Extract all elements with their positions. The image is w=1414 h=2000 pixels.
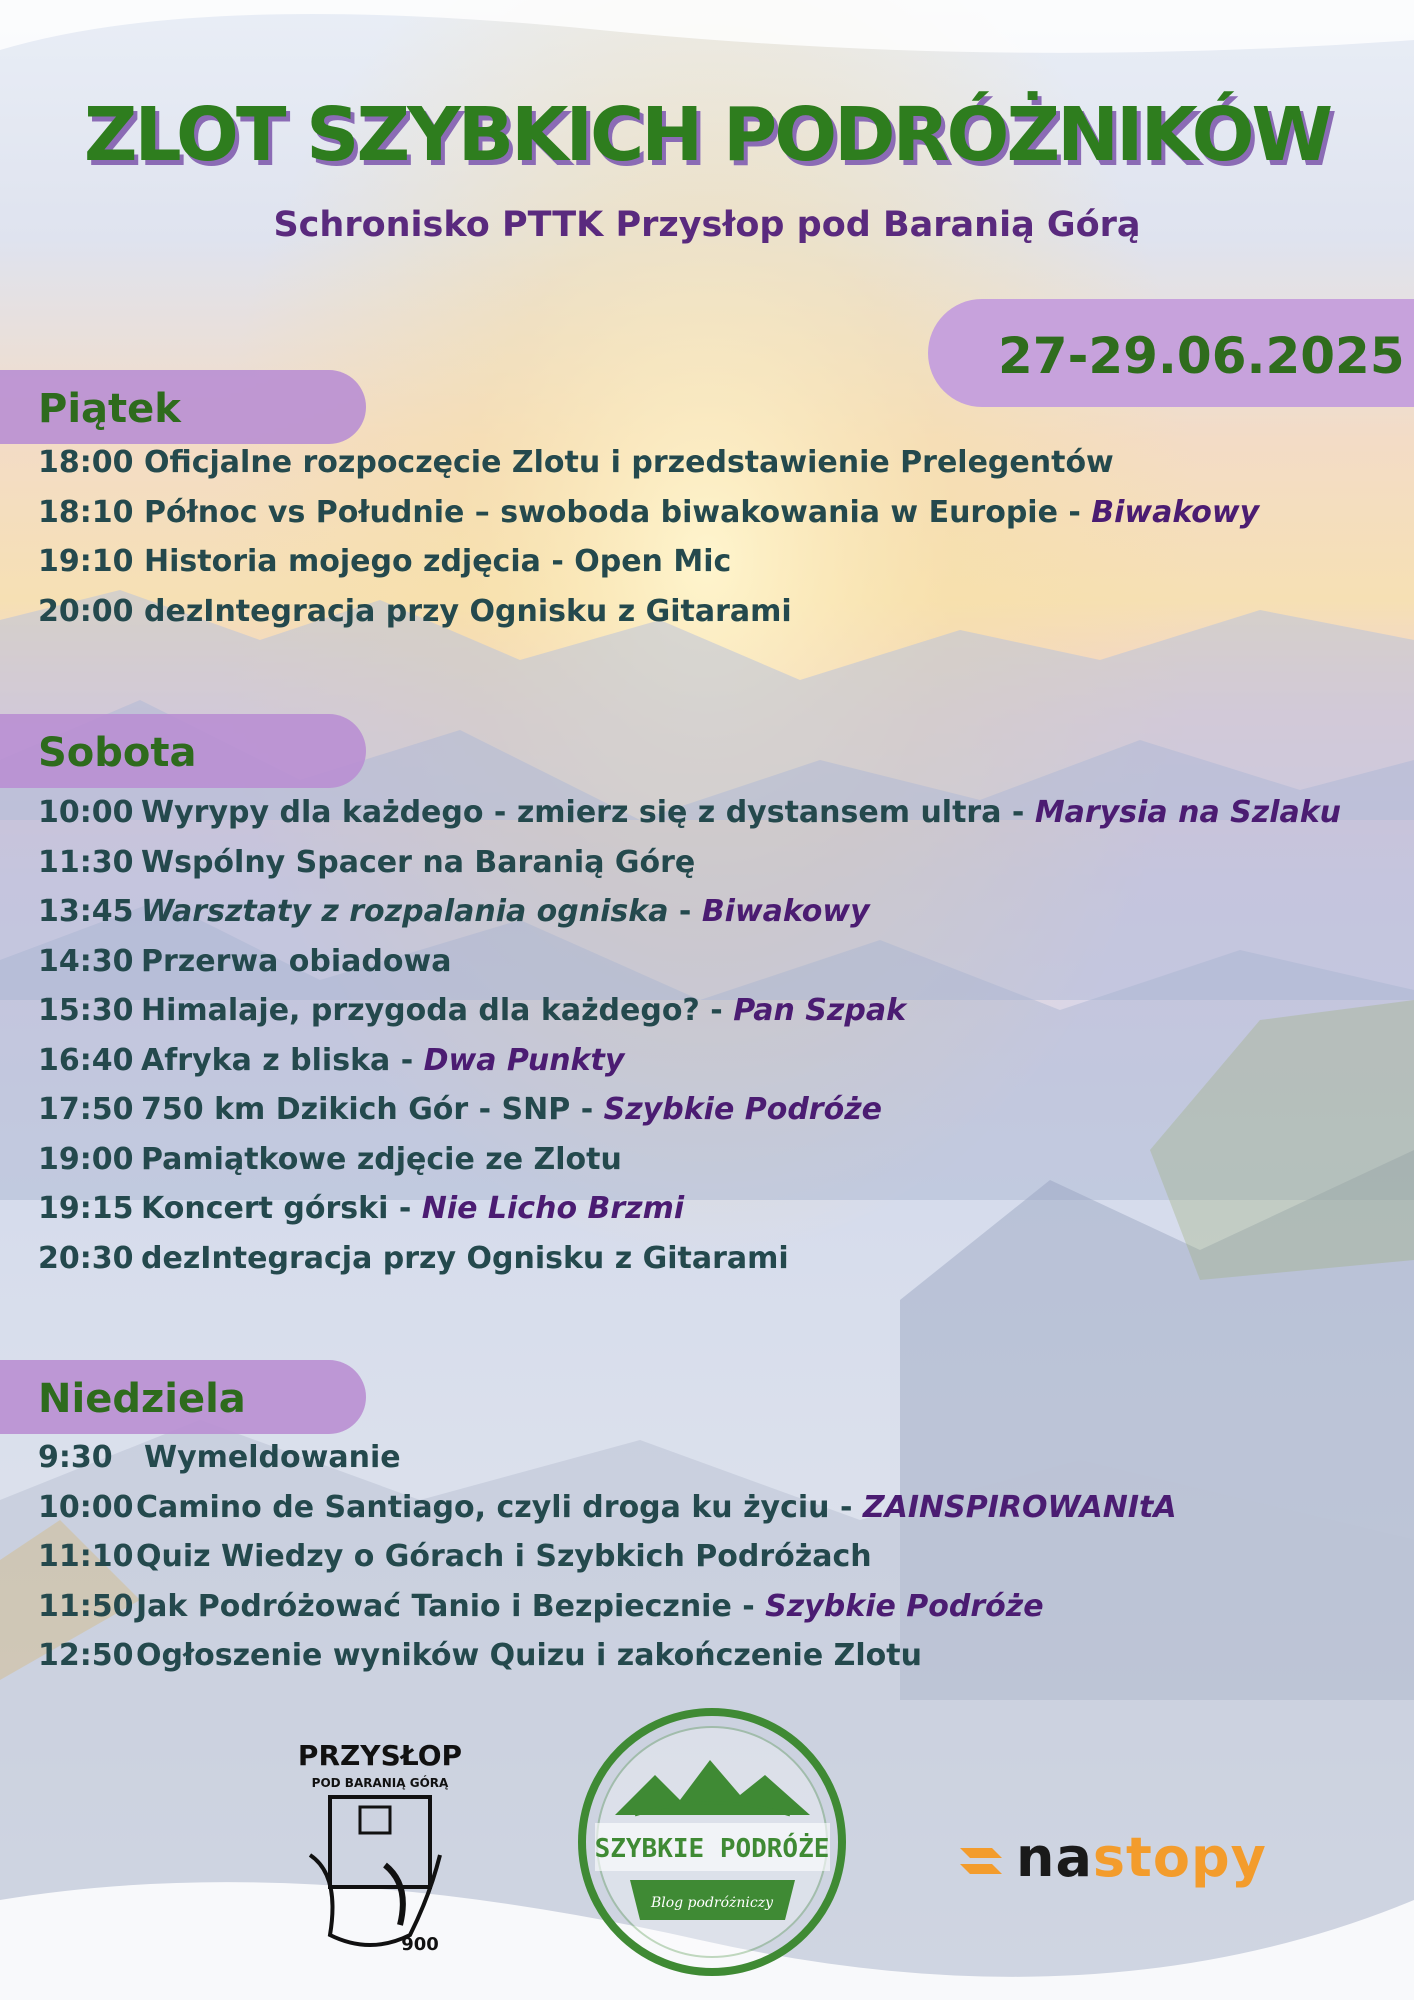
przyslop-logo: [290, 1735, 470, 1965]
schedule-row: [38, 1589, 1398, 1633]
event-speaker: Marysia na Szlaku: [1034, 795, 1342, 830]
event-description: [141, 894, 870, 929]
nastopy-arrow-icon: [958, 1842, 1010, 1882]
event-title: Północ vs Południe – swoboda biwakowania w Europie -: [144, 494, 1092, 530]
event-title: Warsztaty z rozpalania ogniska: [141, 894, 669, 929]
schedule-row: [38, 1638, 1398, 1682]
nastopy-logo: [958, 1826, 1267, 1896]
event-description: [136, 1490, 1177, 1525]
event-speaker: Nie Licho Brzmi: [421, 1191, 685, 1226]
event-time: 20:30: [38, 1240, 134, 1276]
event-description: [144, 594, 792, 629]
szybkie-logo-tagline: Blog podróżniczy: [650, 1895, 774, 1911]
event-title: Koncert górski -: [141, 1191, 422, 1226]
event-title: dezIntegracja przy Ognisku z Gitarami: [141, 1240, 789, 1276]
event-description: [136, 1539, 872, 1574]
day-label-saturday: Sobota: [38, 730, 197, 776]
nastopy-prefix: na: [1016, 1826, 1093, 1889]
event-title: Afryka z bliska -: [141, 1042, 424, 1078]
schedule-row: [38, 845, 1398, 889]
nastopy-wordmark: [1016, 1826, 1267, 1889]
schedule-row: [38, 944, 1398, 988]
event-title: Quiz Wiedzy o Górach i Szybkich Podróżach: [136, 1539, 872, 1574]
event-time: 11:30: [38, 844, 134, 880]
event-title: dezIntegracja przy Ognisku z Gitarami: [144, 593, 792, 629]
event-description: [136, 1638, 922, 1673]
day-label-friday: Piątek: [38, 386, 181, 432]
event-time: 16:40: [38, 1042, 134, 1078]
event-time: 13:45: [38, 894, 134, 929]
schedule-row: [38, 1142, 1398, 1186]
schedule-row: [38, 795, 1398, 839]
day-label-sunday: Niedziela: [38, 1376, 246, 1422]
event-separator: -: [668, 894, 702, 929]
event-title: Przerwa obiadowa: [141, 943, 452, 979]
event-speaker: Biwakowy: [1091, 494, 1260, 530]
event-time: 10:00: [38, 795, 134, 830]
event-title: Wyrypy dla każdego - zmierz się z dystansem ultra -: [141, 795, 1035, 830]
schedule-row: [38, 1539, 1398, 1583]
nastopy-suffix: stopy: [1092, 1826, 1267, 1889]
szybkie-logo-name: SZYBKIE PODRÓŻE: [594, 1834, 830, 1864]
event-description: [141, 845, 695, 880]
event-description: [144, 495, 1259, 530]
przyslop-logo-altitude: 900: [401, 1934, 439, 1955]
schedule-row: [38, 1490, 1398, 1534]
event-time: 20:00: [38, 593, 134, 629]
schedule-row: [38, 445, 1398, 489]
event-description: [136, 1589, 1044, 1624]
event-description: [141, 944, 451, 979]
event-speaker: Szybkie Podróże: [603, 1092, 883, 1127]
event-time: 15:30: [38, 993, 134, 1028]
event-speaker: Dwa Punkty: [423, 1042, 625, 1078]
schedule-row: [38, 594, 1398, 638]
event-time: 17:50: [38, 1092, 134, 1127]
event-time: 11:10: [38, 1539, 134, 1574]
event-description: [141, 1092, 882, 1127]
schedule-row: [38, 1043, 1398, 1087]
schedule-row: [38, 495, 1398, 539]
event-description: [144, 1440, 401, 1475]
event-title: Jak Podróżować Tanio i Bezpiecznie -: [136, 1588, 766, 1624]
event-title: Pamiątkowe zdjęcie ze Zlotu: [141, 1141, 622, 1177]
page-subtitle: Schronisko PTTK Przysłop pod Baranią Górą: [273, 205, 1141, 245]
event-speaker: Pan Szpak: [733, 993, 907, 1028]
event-description: [141, 1043, 624, 1078]
schedule-row: [38, 1092, 1398, 1136]
event-time: 18:10: [38, 494, 134, 530]
schedule-row: [38, 894, 1398, 938]
event-title: Ogłoszenie wyników Quizu i zakończenie Zlotu: [136, 1638, 922, 1673]
schedule-row: [38, 1241, 1398, 1285]
przyslop-logo-title: PRZYSŁOP: [297, 1739, 463, 1772]
event-speaker: Biwakowy: [701, 894, 870, 929]
przyslop-logo-subtitle: POD BARANIĄ GÓRĄ: [311, 1776, 449, 1790]
event-description: [141, 1241, 789, 1276]
event-description: [144, 544, 731, 579]
schedule-row: [38, 993, 1398, 1037]
event-time: 12:50: [38, 1638, 134, 1673]
page-title: ZLOT SZYBKICH PODRÓŻNIKÓW: [83, 92, 1331, 178]
event-title: Historia mojego zdjęcia - Open Mic: [144, 544, 732, 579]
event-title: Camino de Santiago, czyli droga ku życiu -: [136, 1489, 863, 1525]
event-description: [141, 1191, 684, 1226]
schedule-row: [38, 1191, 1398, 1235]
event-time: 18:00: [38, 445, 134, 480]
event-date: 27-29.06.2025: [998, 327, 1405, 385]
event-time: 9:30: [38, 1440, 113, 1475]
event-time: 11:50: [38, 1588, 134, 1624]
event-time: 10:00: [38, 1489, 134, 1525]
event-description: [144, 445, 1114, 480]
event-description: [141, 1142, 622, 1177]
event-title: 750 km Dzikich Gór - SNP -: [141, 1092, 604, 1127]
event-time: 19:10: [38, 544, 134, 579]
schedule-row: [38, 1440, 1398, 1484]
event-description: [141, 795, 1341, 830]
event-time: 14:30: [38, 943, 134, 979]
event-title: Wspólny Spacer na Baranią Górę: [141, 844, 696, 880]
event-description: [141, 993, 906, 1028]
szybkie-podroze-logo: [575, 1705, 850, 1980]
event-title: Himalaje, przygoda dla każdego? -: [141, 993, 734, 1028]
event-time: 19:00: [38, 1141, 134, 1177]
event-speaker: Szybkie Podróże: [765, 1588, 1044, 1624]
event-speaker: ZAINSPIROWANItA: [862, 1489, 1177, 1525]
event-title: Oficjalne rozpoczęcie Zlotu i przedstawienie Prelegentów: [144, 445, 1114, 480]
event-time: 19:15: [38, 1191, 134, 1226]
schedule-row: [38, 544, 1398, 588]
event-title: Wymeldowanie: [144, 1440, 401, 1475]
